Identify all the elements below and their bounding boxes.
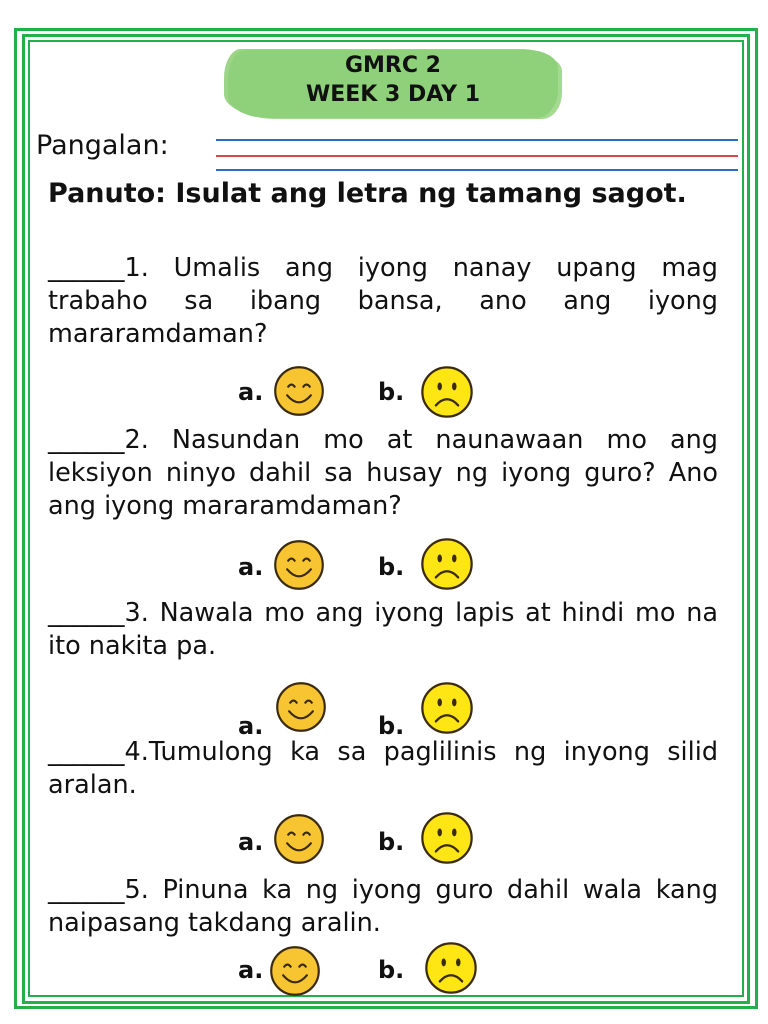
worksheet-subject: GMRC 2 xyxy=(344,53,441,78)
smiley-face-icon xyxy=(270,812,328,866)
name-writing-line-middle xyxy=(216,155,738,157)
sad-face-icon xyxy=(420,940,482,996)
worksheet-week-day: WEEK 3 DAY 1 xyxy=(305,82,481,107)
name-writing-line-bottom xyxy=(216,169,738,171)
question-4: ______4.Tumulong ka sa paglilinis ng inyong silid aralan. xyxy=(48,737,718,800)
sad-face-icon xyxy=(416,680,478,736)
sad-face-icon xyxy=(416,364,478,420)
choice-b-label: b. xyxy=(378,712,405,740)
smiley-face-icon xyxy=(272,680,330,734)
smiley-face-icon xyxy=(266,944,324,998)
choice-b-label: b. xyxy=(378,828,405,856)
choice-a-label: a. xyxy=(238,828,264,856)
sad-face-icon xyxy=(416,810,478,866)
choice-b-label: b. xyxy=(378,956,405,984)
choice-a-label: a. xyxy=(238,553,264,581)
choice-b-label: b. xyxy=(378,553,405,581)
sad-face-icon xyxy=(416,536,478,592)
name-writing-line-top xyxy=(216,139,738,141)
choice-a-label: a. xyxy=(238,712,264,740)
question-1: ______1. Umalis ang iyong nanay upang mag trabaho sa ibang bansa, ano ang iyong mararamdaman? xyxy=(48,253,718,349)
name-label: Pangalan: xyxy=(36,130,169,161)
choice-a-label: a. xyxy=(238,956,264,984)
smiley-face-icon xyxy=(270,364,328,418)
question-3: ______3. Nawala mo ang iyong lapis at hindi mo na ito nakita pa. xyxy=(48,598,718,661)
instructions: Panuto: Isulat ang letra ng tamang sagot. xyxy=(48,178,687,209)
question-5: ______5. Pinuna ka ng iyong guro dahil wala kang naipasang takdang aralin. xyxy=(48,875,718,938)
choice-a-label: a. xyxy=(238,378,264,406)
smiley-face-icon xyxy=(270,538,328,592)
choice-b-label: b. xyxy=(378,378,405,406)
question-2: ______2. Nasundan mo at naunawaan mo ang leksiyon ninyo dahil sa husay ng iyong guro? Ano ang iyong mararamdaman? xyxy=(48,425,718,521)
